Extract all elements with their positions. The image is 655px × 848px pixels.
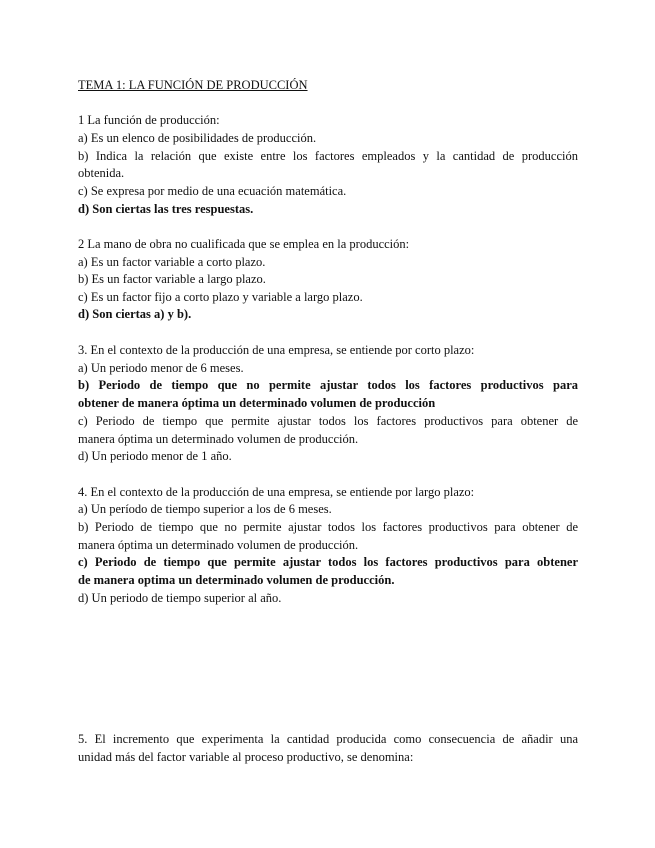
- q2-option-a: a) Es un factor variable a corto plazo.: [78, 255, 266, 269]
- q4-question: 4. En el contexto de la producción de una empresa, se entiende por largo plazo:: [78, 485, 475, 499]
- q1-option-d-answer: d) Son ciertas las tres respuestas.: [78, 202, 254, 216]
- q4-option-c-answer-line2: de manera optima un determinado volumen de producción.: [78, 573, 395, 587]
- q3-option-d: d) Un periodo menor de 1 año.: [78, 449, 232, 463]
- q4-option-b-line1: b) Periodo de tiempo que no permite ajustar todos los factores productivos para obtener de: [78, 520, 578, 534]
- q1-option-b-line2: obtenida.: [78, 166, 125, 180]
- q1-option-a: a) Es un elenco de posibilidades de producción.: [78, 131, 317, 145]
- q3-option-a: a) Un periodo menor de 6 meses.: [78, 361, 244, 375]
- q3-option-c-line2: manera óptima un determinado volumen de producción.: [78, 432, 359, 446]
- q4-option-b-line2: manera óptima un determinado volumen de producción.: [78, 538, 359, 552]
- q4-option-a: a) Un período de tiempo superior a los de 6 meses.: [78, 502, 332, 516]
- q2-question: 2 La mano de obra no cualificada que se emplea en la producción:: [78, 237, 410, 251]
- q1-option-b-line1: b) Indica la relación que existe entre los factores empleados y la cantidad de producción: [78, 149, 578, 163]
- q1-option-c: c) Se expresa por medio de una ecuación matemática.: [78, 184, 347, 198]
- q3-option-b-answer-line1: b) Periodo de tiempo que no permite ajustar todos los factores productivos para: [78, 378, 578, 392]
- q4-option-c-answer-line1: c) Periodo de tiempo que permite ajustar todos los factores productivos para obtener: [78, 555, 578, 569]
- q2-option-c: c) Es un factor fijo a corto plazo y variable a largo plazo.: [78, 290, 363, 304]
- q1-question: 1 La función de producción:: [78, 113, 220, 127]
- q3-question: 3. En el contexto de la producción de una empresa, se entiende por corto plazo:: [78, 343, 475, 357]
- q2-option-d-answer: d) Son ciertas a) y b).: [78, 307, 192, 321]
- page-title: TEMA 1: LA FUNCIÓN DE PRODUCCIÓN: [78, 78, 308, 92]
- q2-option-b: b) Es un factor variable a largo plazo.: [78, 272, 266, 286]
- q5-question-line2: unidad más del factor variable al proceso productivo, se denomina:: [78, 750, 414, 764]
- q4-option-d: d) Un periodo de tiempo superior al año.: [78, 591, 282, 605]
- q3-option-c-line1: c) Periodo de tiempo que permite ajustar todos los factores productivos para obtener de: [78, 414, 578, 428]
- q5-question-line1: 5. El incremento que experimenta la cantidad producida como consecuencia de añadir una: [78, 732, 578, 746]
- q3-option-b-answer-line2: obtener de manera óptima un determinado volumen de producción: [78, 396, 436, 410]
